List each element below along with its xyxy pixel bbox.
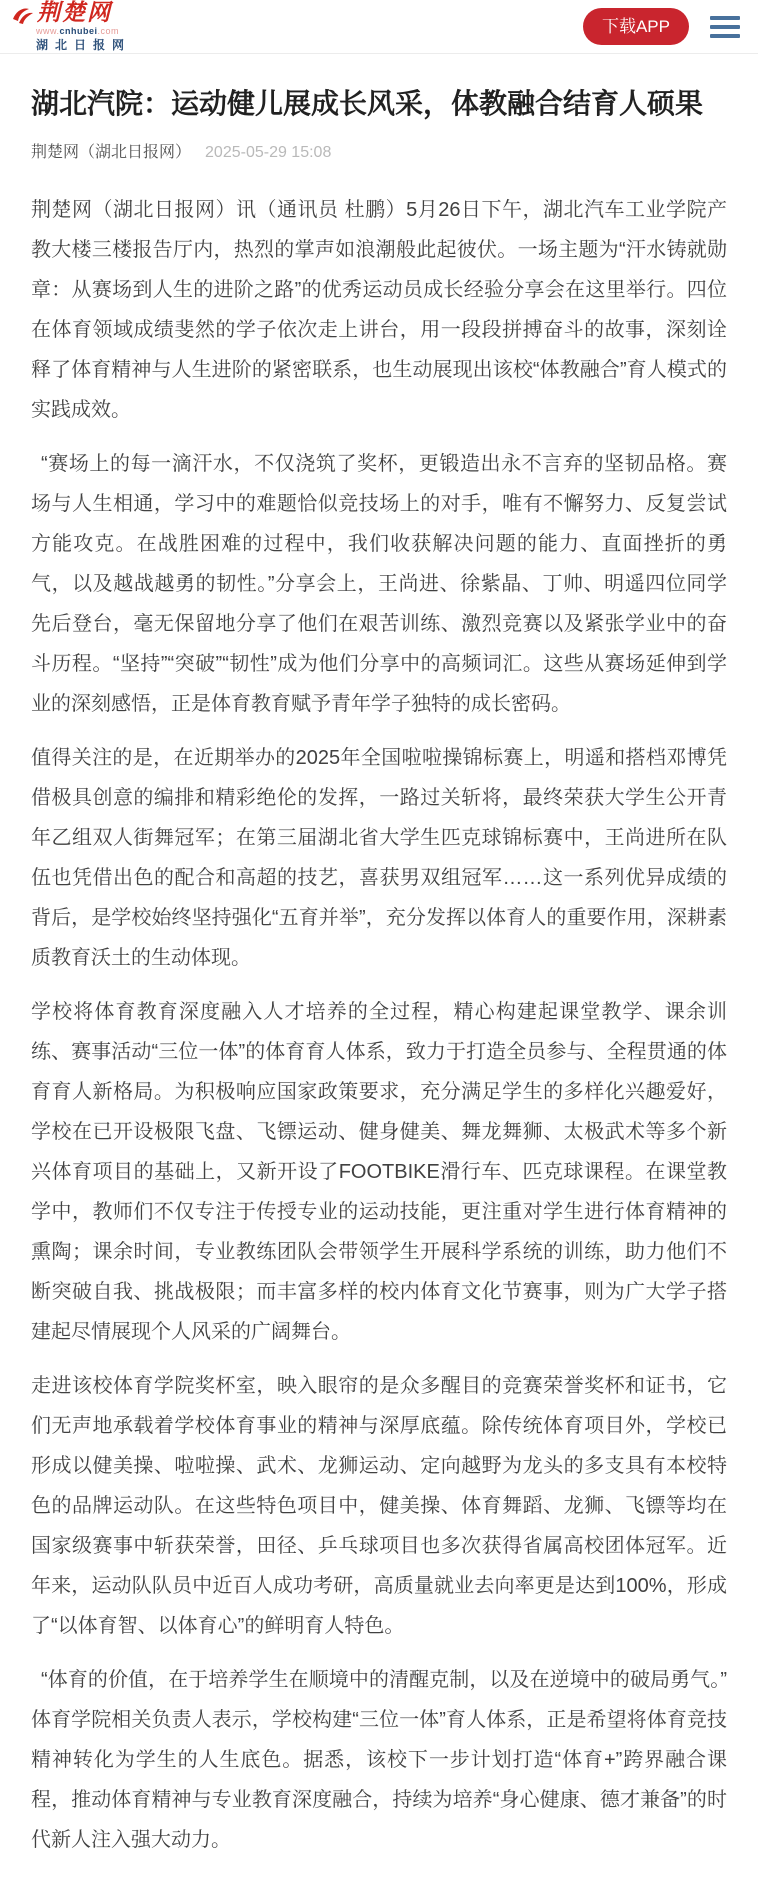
article-paragraph: 值得关注的是，在近期举办的2025年全国啦啦操锦标赛上，明遥和搭档邓博凭借极具创意的编排和精彩绝伦的发挥，一路过关斩将，最终荣获大学生公开青年乙组双人街舞冠军；在第三届湖北省大学生匹克球锦标赛中，王尚进所在队伍也凭借出色的配合和高超的技艺，喜获男双组冠军……这一系列优异成绩的背后，是学校始终坚持强化“五育并举”，充分发挥以体育人的重要作用，深耕素质教育沃土的生动体现。 [31,747,727,969]
byline-source: 荆楚网（湖北日报网） [31,144,192,161]
byline-timestamp: 2025-05-29 15:08 [205,144,332,161]
article-title: 湖北汽院：运动健儿展成长风采，体教融合结育人硕果 [31,88,704,119]
logo-url: www.cnhubei.com [36,25,120,36]
byline [31,139,727,162]
logo-swoosh-icon [12,7,34,24]
article-paragraph: 荆楚网（湖北日报网）讯（通讯员 杜鹏）5月26日下午，湖北汽车工业学院产教大楼三楼报告厅内，热烈的掌声如浪潮般此起彼伏。一场主题为“汗水铸就勋章：从赛场到人生的进阶之路”的优秀运动员成长经验分享会在这里举行。四位在体育领域成绩斐然的学子依次走上讲台，用一段段拼搏奋斗的故事，深刻诠释了体育精神与人生进阶的紧密联系，也生动展现出该校“体教融合”育人模式的实践成效。 [31,199,727,421]
site-header [0,0,758,54]
logo-brand-text: 荆楚网 [37,0,112,25]
article-paragraph: 学校将体育教育深度融入人才培养的全过程，精心构建起课堂教学、课余训练、赛事活动“三位一体”的体育育人体系，致力于打造全员参与、全程贯通的体育育人新格局。为积极响应国家政策要求，充分满足学生的多样化兴趣爱好，学校在已开设极限飞盘、飞镖运动、健身健美、舞龙舞狮、太极武术等多个新兴体育项目的基础上，又新开设了FOOTBIKE滑行车、匹克球课程。在课堂教学中，教师们不仅专注于传授专业的运动技能，更注重对学生进行体育精神的熏陶；课余时间，专业教练团队会带领学生开展科学系统的训练，助力他们不断突破自我、挑战极限；而丰富多样的校内体育文化节赛事，则为广大学子搭建起尽情展现个人风采的广阔舞台。 [31,1001,727,1343]
article [0,84,758,1900]
article-paragraph: “赛场上的每一滴汗水，不仅浇筑了奖杯，更锻造出永不言弃的坚韧品格。赛场与人生相通，学习中的难题恰似竞技场上的对手，唯有不懈努力、反复尝试方能攻克。在战胜困难的过程中，我们收获解决问题的能力、直面挫折的勇气，以及越战越勇的韧性。”分享会上，王尚进、徐紫晶、丁帅、明遥四位同学先后登台，毫无保留地分享了他们在艰苦训练、激烈竞赛以及紧张学业中的奋斗历程。“坚持”“突破”“韧性”成为他们分享中的高频词汇。这些从赛场延伸到学业的深刻感悟，正是体育教育赋予青年学子独特的成长密码。 [31,453,727,715]
article-body [31,190,747,1860]
article-paragraph: 走进该校体育学院奖杯室，映入眼帘的是众多醒目的竞赛荣誉奖杯和证书，它们无声地承载着学校体育事业的精神与深厚底蕴。除传统体育项目外，学校已形成以健美操、啦啦操、武术、龙狮运动、定向越野为龙头的多支具有本校特色的品牌运动队。在这些特色项目中，健美操、体育舞蹈、龙狮、飞镖等均在国家级赛事中斩获荣誉，田径、乒乓球项目也多次获得省属高校团体冠军。近年来，运动队队员中近百人成功考研，高质量就业去向率更是达到100%，形成了“以体育智、以体育心”的鲜明育人特色。 [31,1375,727,1637]
hamburger-menu-icon[interactable] [710,12,740,42]
article-paragraph: “体育的价值，在于培养学生在顺境中的清醒克制，以及在逆境中的破局勇气。” 体育学院相关负责人表示，学校构建“三位一体”育人体系，正是希望将体育竞技精神转化为学生的人生底色。据悉，该校下一步计划打造“体育+”跨界融合课程，推动体育精神与专业教育深度融合，持续为培养“身心健康、德才兼备”的时代新人注入强大动力。 [31,1669,747,1851]
download-app-button[interactable]: 下载APP [583,8,689,45]
logo-subtitle: 湖北日报网 [36,37,132,52]
site-logo[interactable] [12,1,131,52]
